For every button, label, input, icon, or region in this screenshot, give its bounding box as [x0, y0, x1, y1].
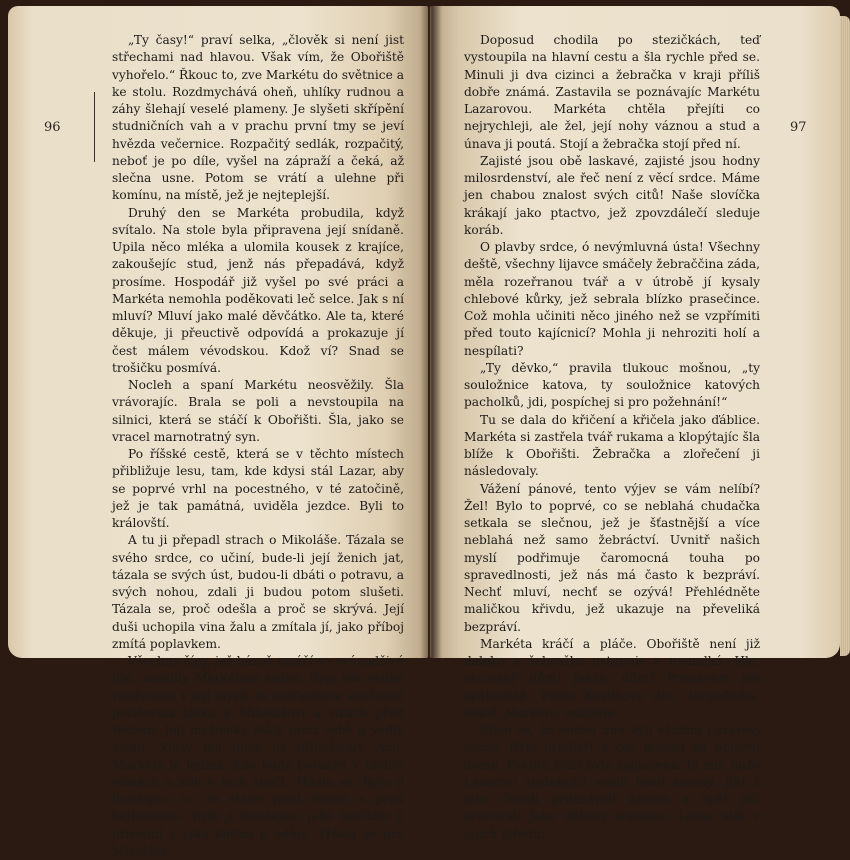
- paragraph: Nocleh a spaní Markétu neosvěžily. Šla vrávorajíc. Brala se poli a nevstoupila na silnici, která se stáčí k Obořišti. Šla, jako se vracel marnotratný syn.: [112, 378, 404, 444]
- paragraph: Zajisté jsou obě laskavé, zajisté jsou hodny milosrdenství, ale řeč není z věcí srdce. Máme jen chabou znalost svých citů! Naše slovíčka krákají jako ptactvo, jež zpovzdálečí sleduje koráb.: [464, 153, 760, 237]
- margin-mark: [94, 92, 95, 162]
- paragraph: „Ty časy!“ praví selka, „člověk si není jist střechami nad hlavou. Však vím, že Obořiště vyhořelo.“ Řkouc to, zve Markétu do světnice a ke stolu. Rozdmychává oheň, uhlíky rudnou a záhy šlehají veselé plameny. Je slyšeti skřípění studničních vah a v prachu první tmy se jeví hvězda večernice. Rozpačitý sedlák, rozpačitý, neboť je po díle, vyšel na zápraží a čeká, až slečna usne. Potom se vrátí a ulehne při komínu, na místě, jež je nejteplejší.: [112, 33, 404, 203]
- page-edges: [840, 16, 850, 656]
- paragraph: Markéta kráčí a pláče. Obořiště není již daleko a žebračka ustupuje a neumlká. Hle, otcovský dům! Jakže, dům? Poznávám jen spáleniště. Vidím Kozlíkovo dílo, loupežníka, jehož, Markéto, milujete.: [464, 636, 760, 720]
- paragraph: Všechny šípy, jež bázeň smáčí ve své palčivé jíše, zasáhly Markétino srdce. Bylo tak veliké rozdvojení v její mysli, ta nešťastnice současně pociťovala lásku k Mikolášovi a strach před Bohem. Její myšlenky stály proti sobě a vedly válku. Vlasy její duše již přihořívaly. Ach, Markéta je jediná, kdo bude poražen v těchto válkách a kdo v nich shoří. Třásla se. Bylo jí lhostejno, co se stane před otcem a před hejtmanem. Bylo jí lhostejno, jaké mučidlo jí přisoudí a jaká kletba jí oděje. Třásla se pro Mikoláše.: [112, 654, 404, 858]
- paragraph: Druhý den se Markéta probudila, když svítalo. Na stole byla připravena její snídaně. Upila něco mléka a ulomila kousek z krajíce, zakoušejíc stud, jenž nás přepadává, když prosíme. Hospodář již vyšel po své práci a Markéta nemohla poděkovati leč selce. Jak s ní mluví? Mluví jako malé děvčátko. Ale ta, které děkuje, ji přeuctivě odpovídá a prokazuje jí čest málem vévodskou. Kdož ví? Snad se trošičku posmívá.: [112, 205, 404, 375]
- paragraph: Po říšské cestě, která se v těchto místech přibližuje lesu, tam, kde kdysi stál Lazar, aby se poprvé vrhl na pocestného, v té zatočině, jež je tak památná, uviděla jezdce. Byli to královští.: [112, 447, 404, 530]
- paragraph: Doposud chodila po stezičkách, teď vystoupila na hlavní cestu a šla rychle před se. Minuli ji dva cizinci a žebračka v kraji příliš dobře známá. Zastavila se poznávajíc Markétu Lazarovou. Markéta chtěla přejíti co nejrychleji, ale žel, její nohy váznou a stud a únava ji poutá. Stojí a žebračka stojí před ní.: [464, 33, 760, 151]
- paragraph: A tu ji přepadl strach o Mikoláše. Tázala se svého srdce, co učiní, bude-li její ženich jat, tázala se svých úst, budou-li dbáti o potravu, a svých nohou, zdali ji budou potom slušeti. Tázala se, proč odešla a proč se skrývá. Její duši uchopila vina žalu a zmítala jí, jako příboj zmítá poplavkem.: [112, 533, 404, 651]
- page-number-left: 96: [44, 120, 61, 135]
- left-page-text: [112, 32, 404, 860]
- paragraph: O plavby srdce, ó nevýmluvná ústa! Všechny deště, všechny lijavce smáčely žebraččina záda, měla rozeřranou tvář a v útrobě jí kysaly chlebové kůrky, jež sebrala blízko prasečince. Což mohla učiniti něco jiného než se vzpřímiti před touto kajícnicí? Mohla ji nehroziti holí a nespílati?: [464, 240, 760, 358]
- paragraph: Stalo se, že onoho dne byli všichni Lazarovi doma. Bylo předjaří a čas mysliti na obnovu domu. Pokuta králi byla zaplacena. Je mír, nuže Lazarovi služebníci vozili lesní kmeny. Jiní z jeho čeledi přitesávali kámen a opět jiní pracovali jako dělníci kopajíce. Lazar stál v jejich středu.: [464, 723, 760, 841]
- right-page-text: [464, 32, 760, 843]
- paragraph: „Ty děvko,“ pravila tlukouc mošnou, „ty souložnice katova, ty souložnice katových pacholků, jdi, pospíchej si pro požehnání!“: [464, 360, 760, 410]
- paragraph: Vážení pánové, tento výjev se vám nelíbí? Žel! Bylo to poprvé, co se neblahá chudačka setkala se slečnou, jež je šťastnější a více neblahá než samo žebráctví. Uvnitř našich myslí podřimuje čaromocná touha po spravedlnosti, jež nás má často k bezpráví. Nechť mluví, nechť se ozývá! Přehlédněte maličkou křivdu, jež ukazuje na převeliká bezpráví.: [464, 481, 760, 634]
- paragraph: Tu se dala do křičení a křičela jako ďáblice. Markéta si zastřela tvář rukama a klopýtajíc šla blíže k Obořišti. Žebračka a zlořečení ji následovaly.: [464, 412, 760, 479]
- page-number-right: 97: [790, 120, 807, 135]
- book-gutter: [420, 6, 442, 658]
